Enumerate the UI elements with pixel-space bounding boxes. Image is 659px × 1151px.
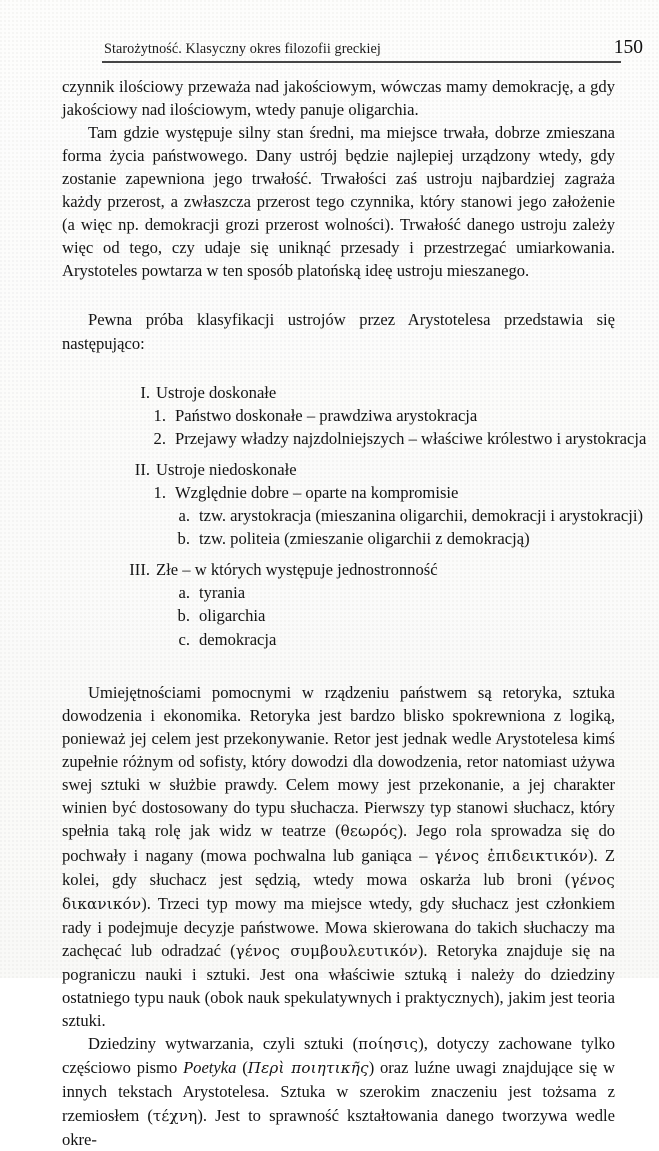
outline-label: Państwo doskonałe – prawdziwa arystokracja: [175, 405, 478, 425]
outline-label: Ustroje niedoskonałe: [156, 459, 297, 479]
outline-label: Względnie dobre – oparte na kompromisie: [175, 482, 459, 502]
paragraph-4: [62, 681, 615, 1032]
outline-label: demokracja: [199, 629, 277, 649]
paragraph-5-segment: ), dotyczy zachowane tylko częściowo pismo: [62, 1034, 615, 1078]
spacer: [62, 451, 615, 458]
greek-term-genos-epideiktikon: γένος ἐπιδεικτικόν: [434, 846, 588, 865]
outline-marker: II.: [134, 459, 150, 479]
greek-term-poiesis: ποίησις: [358, 1035, 419, 1054]
outline-item: [148, 427, 647, 450]
outline-marker: 1.: [153, 405, 166, 425]
spacer: [62, 651, 615, 681]
outline-item: [124, 558, 615, 581]
outline-marker: a.: [178, 506, 190, 526]
classification-outline: [62, 381, 647, 651]
greek-title-peri-poietikes: Περὶ ποιητικῆς: [247, 1059, 369, 1078]
outline-marker: c.: [178, 629, 190, 649]
outline-item: [174, 604, 615, 627]
paragraph-4-segment: ). Retoryka znajduje się na pograniczu nauki i sztuki. Jest ona właściwie sztuką i należy do dziedziny ostatniego typu nauk (obok nauk spekulatywnych i praktycznych), jakim jest teoria sztuki.: [62, 940, 615, 1031]
greek-term-genos-dikanikon: γένος δικανικόν: [62, 870, 615, 913]
paragraph-4-segment: ). Jego rola sprowadza się do pochwały i nagany (mowa pochwalna lub ganiąca –: [62, 821, 615, 865]
page-number: 150: [613, 37, 643, 58]
outline-marker: a.: [178, 583, 190, 602]
outline-item: [174, 581, 615, 604]
outline-marker: I.: [140, 382, 150, 402]
greek-term-genos-symbouleutikon: γένος συμβουλευτικόν: [235, 941, 418, 960]
outline-marker: b.: [177, 529, 190, 549]
paragraph-1: czynnik ilościowy przeważa nad jakościowym, wówczas mamy demokrację, a gdy jakościowy nad ilościowym, wtedy panuje oligarchia.: [62, 76, 615, 119]
paragraph-5-segment: (: [236, 1058, 248, 1078]
spacer: [62, 551, 615, 558]
paragraph-2: Tam gdzie występuje silny stan średni, ma miejsce trwała, dobrze zmieszana forma życia państwowego. Dany ustrój będzie najlepiej urządzony wtedy, gdy zostanie zapewniona jego trwałość. Trwałości zaś ustroju najbardziej zagraża każdy przerost, a zwłaszcza przerost tego czynnika, który stanowi jego założenie (a więc np. demokracji grozi przerost wolności). Trwałość danego ustroju zależy więc od tego, czy udaje się uniknąć przesady i przestrzegać umiarkowania. Arystoteles powtarza w ten sposób platońską ideę ustroju mieszanego.: [62, 122, 615, 281]
outline-label: tzw. arystokracja (mieszanina oligarchii, demokracji i arystokracji): [199, 506, 644, 526]
outline-item: [174, 504, 644, 527]
paragraph-3: Pewna próba klasyfikacji ustrojów przez Arystotelesa przedstawia się następująco:: [62, 310, 615, 353]
greek-term-techne: τέχνη: [152, 1106, 198, 1125]
paragraph-4-segment: ). Trzeci typ mowy ma miejsce wtedy, gdy słuchacz jest członkiem rady i podejmuje decyzje państwowe. Mowa skierowana do takich słuchaczy ma zachęcać lub odradzać (: [62, 893, 615, 960]
greek-term-theoros: θεωρός: [340, 822, 398, 841]
outline-marker: III.: [129, 559, 150, 579]
outline-item: [148, 404, 615, 427]
paragraph-5-segment: Dziedziny wytwarzania, czyli sztuki (: [88, 1034, 359, 1054]
outline-item: [148, 481, 615, 504]
paragraph-4-segment: ). Z kolei, gdy słuchacz jest sędzią, wtedy mowa oskarża lub broni (: [62, 845, 615, 889]
paragraph-5: [62, 1032, 615, 1150]
outline-marker: b.: [177, 606, 190, 626]
running-head: [104, 0, 643, 61]
outline-item: [124, 381, 615, 404]
paragraph-5-segment: ). Jest to sprawność kształtowania danego tworzywa wedle okre-: [62, 1105, 615, 1149]
outline-item: [174, 527, 615, 550]
outline-label: Złe – w których występuje jednostronność: [156, 559, 438, 579]
outline-label: oligarchia: [199, 606, 266, 626]
outline-marker: 2.: [153, 429, 166, 449]
header-rule: [102, 61, 621, 63]
paragraph-5-segment: ) oraz luźne uwagi znajdujące się w innych tekstach Arystotelesa. Sztuka w szerokim znaczeniu jest tożsama z rzemiosłem (: [62, 1058, 615, 1125]
outline-label: Ustroje doskonałe: [156, 382, 277, 402]
running-head-title: Starożytność. Klasyczny okres filozofii greckiej: [104, 41, 381, 57]
spacer: [62, 282, 615, 308]
work-title-poetyka: Poetyka: [183, 1058, 237, 1078]
outline-item: [124, 458, 615, 481]
outline-item: [174, 628, 615, 651]
outline-label: Przejawy władzy najzdolniejszych – właściwe królestwo i arystokracja: [175, 429, 647, 449]
body-text: [62, 63, 647, 1151]
outline-marker: 1.: [153, 482, 166, 502]
spacer: [62, 355, 615, 381]
outline-label: tzw. politeia (zmieszanie oligarchii z demokracją): [199, 529, 530, 549]
paragraph-4-segment: Umiejętnościami pomocnymi w rządzeniu państwem są retoryka, sztuka dowodzenia i ekonomika. Retoryka jest bardzo blisko spokrewniona z logiką, ponieważ jej celem jest przekonywanie. Retor jest jednak wedle Arystotelesa kimś zupełnie różnym od sofisty, który dowodzi dla dowodzenia, retor natomiast używa swej sztuki w służbie prawdy. Celem mowy jest przekonanie, a jej charakter winien być dostosowany do typu słuchacza. Pierwszy typ stanowi słuchacz, który spełnia taką rolę jak widz w teatrze (: [62, 682, 615, 841]
outline-label: tyrania: [199, 583, 246, 602]
